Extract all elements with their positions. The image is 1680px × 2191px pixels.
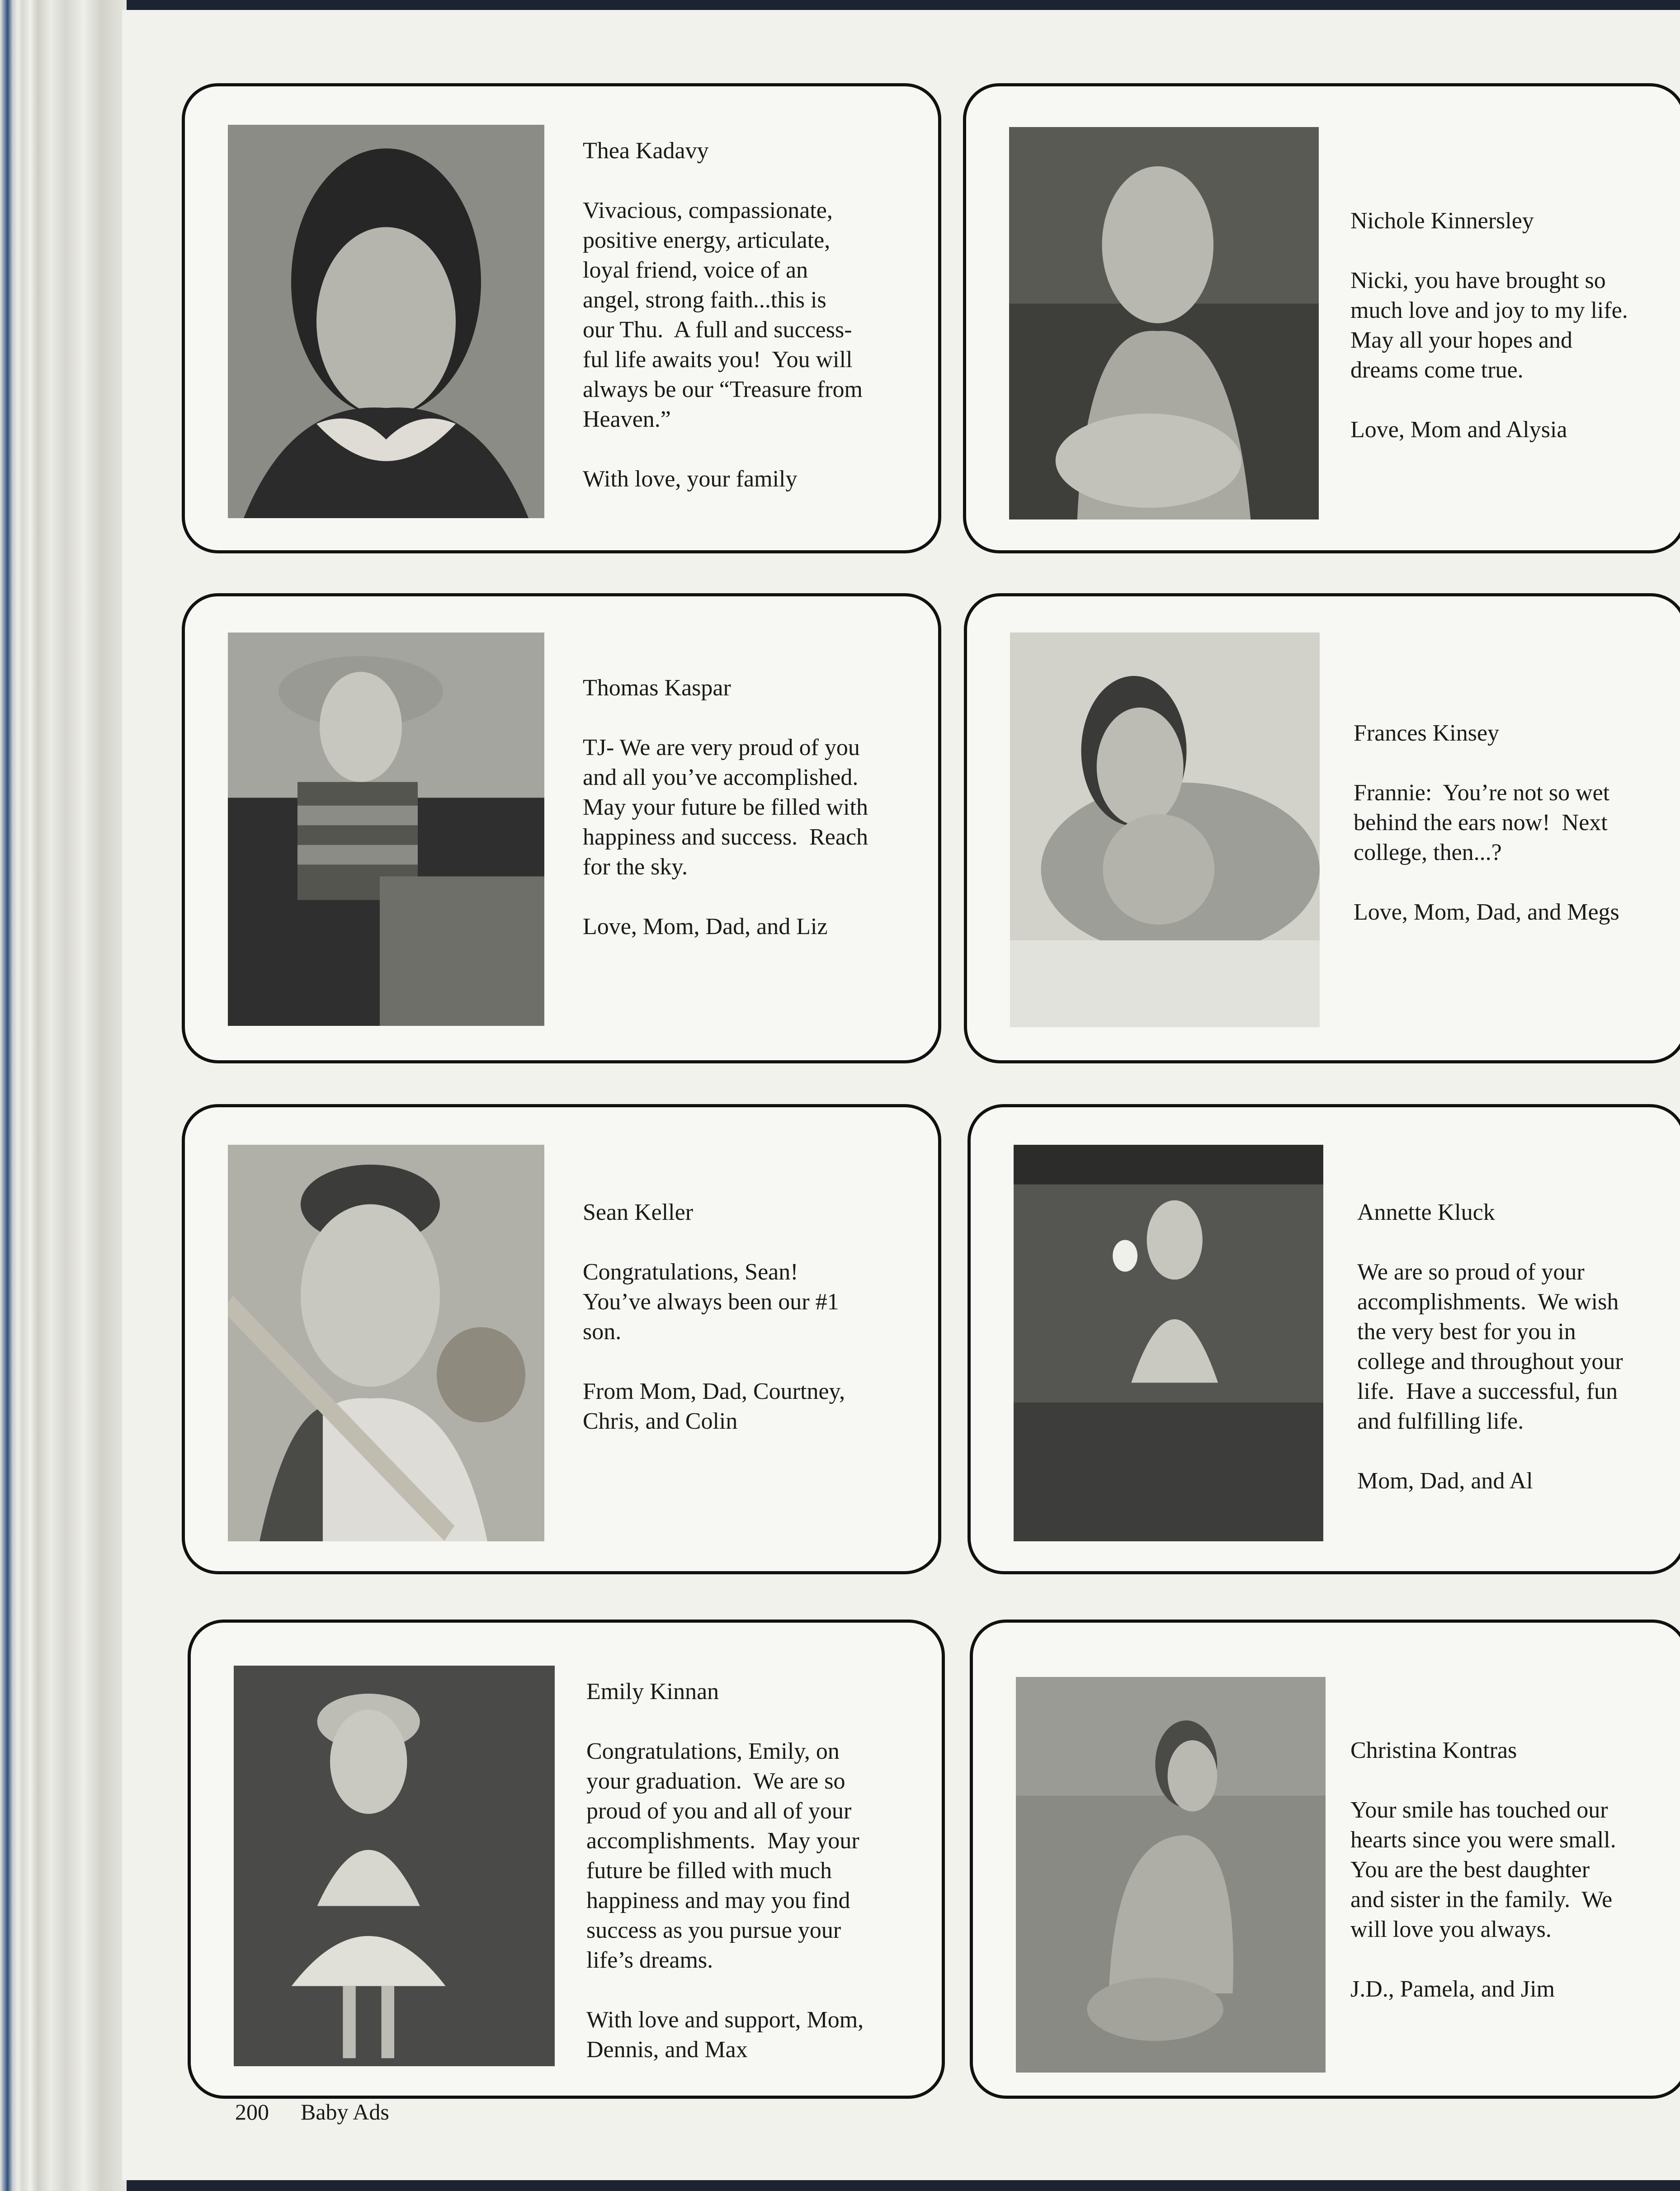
child-photo bbox=[1016, 1677, 1326, 2073]
ad-message: Congratulations, Emily, on your graduation. We are so proud of you and all of your accomplishments. May your future be filled with much happiness and may you find success as you pursue your life’s dreams. bbox=[586, 1738, 859, 1973]
baby-ad-card bbox=[188, 1620, 945, 2099]
baby-ad-card bbox=[963, 83, 1680, 553]
child-photo bbox=[1014, 1145, 1323, 1541]
ad-signature: With love and support, Mom, Dennis, and Max bbox=[586, 2007, 864, 2063]
ad-text bbox=[583, 136, 926, 494]
child-photo bbox=[228, 1145, 544, 1541]
ad-message: TJ- We are very proud of you and all you’ve accomplished. May your future be filled with happiness and success. Reach for the sky. bbox=[583, 735, 868, 880]
child-photo bbox=[1010, 633, 1320, 1027]
ad-text bbox=[1354, 718, 1680, 927]
ad-signature: J.D., Pamela, and Jim bbox=[1350, 1976, 1555, 2002]
baby-ad-card bbox=[970, 1620, 1680, 2099]
child-name: Christina Kontras bbox=[1350, 1738, 1517, 1763]
ad-text bbox=[1357, 1198, 1680, 1496]
ad-signature: With love, your family bbox=[583, 466, 798, 492]
child-name: Emily Kinnan bbox=[586, 1679, 719, 1705]
book-page-edges bbox=[0, 0, 127, 2191]
baby-ad-card bbox=[182, 83, 941, 553]
child-name: Frances Kinsey bbox=[1354, 720, 1500, 746]
ad-text bbox=[1350, 206, 1680, 445]
ad-text bbox=[1350, 1736, 1680, 2004]
child-photo bbox=[228, 125, 544, 518]
ad-signature: From Mom, Dad, Courtney, Chris, and Colin bbox=[583, 1379, 845, 1434]
ad-text bbox=[586, 1677, 930, 2065]
child-name: Annette Kluck bbox=[1357, 1199, 1495, 1225]
baby-ad-card bbox=[182, 1104, 941, 1574]
child-name: Nichole Kinnersley bbox=[1350, 208, 1534, 234]
baby-ad-card bbox=[182, 593, 941, 1063]
child-name: Thomas Kaspar bbox=[583, 675, 731, 701]
child-photo bbox=[1009, 127, 1319, 519]
ad-text bbox=[583, 1198, 926, 1436]
ad-message: Nicki, you have brought so much love and joy to my life. May all your hopes and dreams come true. bbox=[1350, 268, 1628, 383]
ad-signature: Mom, Dad, and Al bbox=[1357, 1468, 1533, 1494]
section-title: Baby Ads bbox=[301, 2099, 389, 2125]
baby-ad-card bbox=[964, 593, 1680, 1063]
child-photo bbox=[228, 633, 544, 1026]
child-photo bbox=[234, 1666, 555, 2066]
ad-signature: Love, Mom and Alysia bbox=[1350, 417, 1567, 443]
yearbook-page bbox=[122, 10, 1680, 2180]
ad-text bbox=[583, 673, 926, 942]
ad-message: Congratulations, Sean! You’ve always been our #1 son. bbox=[583, 1259, 839, 1345]
ad-message: Frannie: You’re not so wet behind the ears now! Next college, then...? bbox=[1354, 780, 1610, 865]
ad-message: We are so proud of your accomplishments. We wish the very best for you in college and throughout your life. Have a successful, fun and fulfilling life. bbox=[1357, 1259, 1623, 1434]
ad-signature: Love, Mom, Dad, and Megs bbox=[1354, 899, 1619, 925]
ad-signature: Love, Mom, Dad, and Liz bbox=[583, 914, 828, 940]
ad-message: Your smile has touched our hearts since you were small. You are the best daughter and sister in the family. We will love you always. bbox=[1350, 1797, 1616, 1942]
page-number: 200 bbox=[235, 2099, 269, 2125]
page-footer bbox=[235, 2099, 421, 2125]
ad-message: Vivacious, compassionate, positive energy, articulate, loyal friend, voice of an angel, strong faith...this is our Thu. A full and success- ful life awaits you! You will always be our “Treasure from Heaven.” bbox=[583, 198, 863, 432]
baby-ad-card bbox=[967, 1104, 1680, 1574]
child-name: Thea Kadavy bbox=[583, 138, 709, 164]
child-name: Sean Keller bbox=[583, 1199, 694, 1225]
